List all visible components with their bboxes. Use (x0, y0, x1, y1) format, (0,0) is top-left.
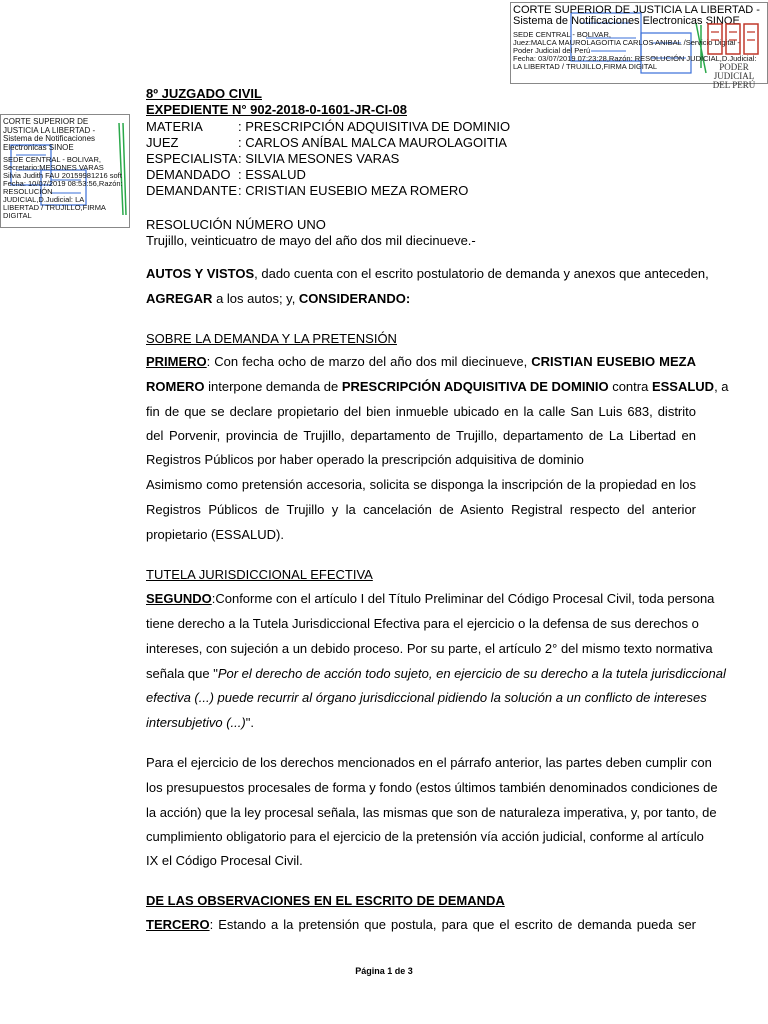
signature-title-line1: CORTE SUPERIOR DE JUSTICIA LA LIBERTAD - (513, 4, 760, 16)
field-value: : CARLOS ANÍBAL MALCA MAUROLAGOITIA (238, 135, 507, 150)
paragraph-line: Para el ejercicio de los derechos mencionados en el párrafo anterior, las partes deben cumplir con (146, 755, 712, 770)
signature-line: DIGITAL (3, 211, 32, 220)
paragraph-line: SEGUNDO:Conforme con el artículo I del Título Preliminar del Código Procesal Civil, toda persona (146, 591, 715, 606)
resolution-date: Trujillo, veinticuatro de mayo del año dos mil diecinueve.- (146, 233, 476, 248)
header-field (146, 135, 507, 150)
field-label: ESPECIALISTA (146, 151, 238, 166)
section-title: SOBRE LA DEMANDA Y LA PRETENSIÓN (146, 331, 397, 346)
paragraph-line: Asimismo como pretensión accesoria, solicita se disponga la inscripción de la propiedad en los (146, 477, 696, 492)
paragraph-line: AGREGAR a los autos; y, CONSIDERANDO: (146, 291, 411, 306)
seal-line2: DEL PERÚ (712, 80, 756, 90)
signature-line: Silvia Judith FAU 20159981216 soft (3, 171, 122, 180)
signature-title-line2: Sistema de Notificaciones Electronicas SINOE (513, 15, 740, 27)
field-value: : SILVIA MESONES VARAS (238, 151, 400, 166)
signature-line: LIBERTAD / TRUJILLO,FIRMA (3, 203, 106, 212)
paragraph-line: Registros Públicos por haber operado la prescripción adquisitiva de dominio (146, 452, 584, 467)
page-number: Página 1 de 3 (355, 966, 413, 976)
paragraph-line: fin de que se declare propietario del bien inmueble ubicado en la calle San Luis 683, distrito (146, 404, 696, 419)
paragraph-line: intereses, con sujeción a un debido proceso. Por su parte, el artículo 2° del mismo texto normativa (146, 641, 713, 656)
paragraph-line: PRIMERO: Con fecha ocho de marzo del año dos mil diecinueve, CRISTIAN EUSEBIO MEZA (146, 354, 696, 369)
field-value: : ESSALUD (238, 167, 306, 182)
signature-line: Poder Judicial del Perú (513, 46, 591, 55)
case-number: EXPEDIENTE N° 902-2018-0-1601-JR-CI-08 (146, 102, 407, 117)
paragraph-line: ROMERO interpone demanda de PRESCRIPCIÓN ADQUISITIVA DE DOMINIO contra ESSALUD, a (146, 379, 729, 394)
signature-line: RESOLUCIÓN (3, 187, 53, 196)
paragraph-line: los presupuestos procesales de forma y fondo (estos últimos también denominados condiciones de (146, 780, 718, 795)
paragraph-line: AUTOS Y VISTOS, dado cuenta con el escrito postulatorio de demanda y anexos que anteceden, (146, 266, 709, 281)
paragraph-line: cumplimiento obligatorio para el ejercicio de la pretensión vía acción judicial, conforme al artículo (146, 829, 704, 844)
signature-line: SEDE CENTRAL - BOLIVAR, (3, 155, 101, 164)
paragraph-line: intersubjetivo (...)". (146, 715, 254, 730)
signature-line: Fecha: 10/07/2019 08:53:56,Razón: (3, 179, 123, 188)
signature-line: SEDE CENTRAL - BOLIVAR, (513, 30, 611, 39)
field-label: DEMANDADO (146, 167, 231, 182)
paragraph-line: la acción) que la ley procesal señala, las mismas que son de naturaleza imperativa, y, por tanto, de (146, 805, 717, 820)
paragraph-line: IX el Código Procesal Civil. (146, 853, 303, 868)
signature-line: Fecha: 03/07/2019 07:23:28,Razón: RESOLUCIÓN JUDICIAL,D.Judicial: (513, 54, 757, 63)
header-field (146, 151, 399, 166)
resolution-title: RESOLUCIÓN NÚMERO UNO (146, 217, 326, 232)
field-label: MATERIA (146, 119, 203, 134)
paragraph-line: tiene derecho a la Tutela Jurisdiccional Efectiva para el ejercicio o la defensa de sus derechos o (146, 616, 699, 631)
signature-title: CORTE SUPERIOR DE JUSTICIA LA LIBERTAD - Sistema de Notificaciones Electronicas SINOE (3, 117, 96, 152)
paragraph-line: efectiva (...) puede recurrir al órgano jurisdiccional pidiendo la solución a un conflicto de intereses (146, 690, 707, 705)
field-value: : PRESCRIPCIÓN ADQUISITIVA DE DOMINIO (238, 119, 511, 134)
signature-line: Juez:MALCA MAUROLAGOITIA CARLOS ANIBAL /Servicio Digital - (513, 38, 740, 47)
judicial-seal-logo (704, 22, 764, 90)
paragraph-line: señala que "Por el derecho de acción todo sujeto, en ejercicio de su derecho a la tutela jurisdiccional (146, 666, 726, 681)
section-title: TUTELA JURISDICCIONAL EFECTIVA (146, 567, 373, 582)
field-value: : CRISTIAN EUSEBIO MEZA ROMERO (238, 183, 469, 198)
paragraph-line: Registros Públicos de Trujillo y la cancelación de Asiento Registral respecto del anterior (146, 502, 696, 517)
paragraph-line: propietario (ESSALUD). (146, 527, 284, 542)
section-title: DE LAS OBSERVACIONES EN EL ESCRITO DE DEMANDA (146, 893, 505, 908)
signature-line: Secretario:MESONES VARAS (3, 163, 104, 172)
court-name: 8º JUZGADO CIVIL (146, 86, 262, 101)
header-field (146, 119, 510, 134)
seal-emblem-icon (706, 22, 762, 58)
header-field (146, 183, 468, 198)
field-label: JUEZ (146, 135, 179, 150)
signature-line: LA LIBERTAD / TRUJILLO,FIRMA DIGITAL (513, 62, 658, 71)
seal-line1: PODER JUDICIAL (713, 62, 755, 81)
digital-signature-left (0, 114, 130, 228)
signature-line: JUDICIAL,D.Judicial: LA (3, 195, 85, 204)
field-label: DEMANDANTE (146, 183, 238, 198)
paragraph-line: del Porvenir, provincia de Trujillo, departamento de Trujillo, departamento de La Libertad en (146, 428, 696, 443)
paragraph-line: TERCERO: Estando a la pretensión que postula, para que el escrito de demanda pueda ser (146, 917, 696, 932)
header-field (146, 167, 306, 182)
